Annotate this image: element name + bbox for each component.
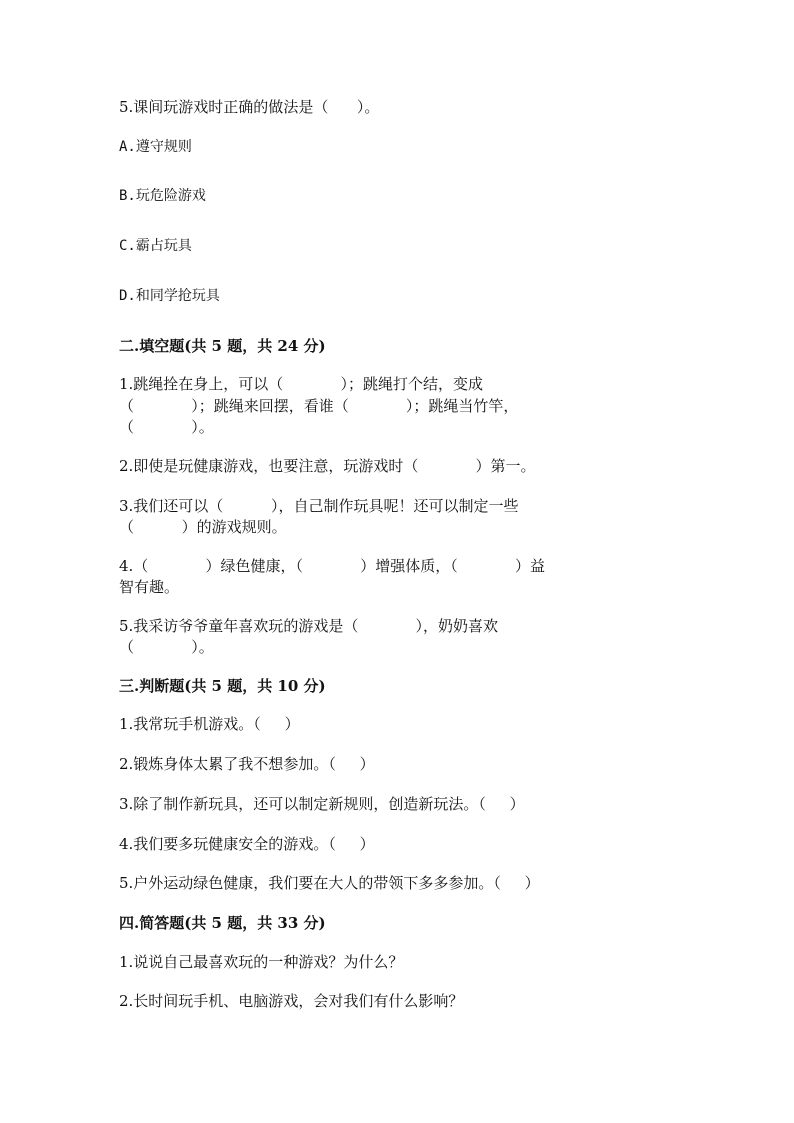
- question-5-option-c: C.霸占玩具: [119, 238, 192, 254]
- fill-question-2: 2.即使是玩健康游戏，也要注意，玩游戏时（ ）第一。: [119, 457, 536, 475]
- judge-question-4: 4.我们要多玩健康安全的游戏。（ ）: [119, 835, 375, 853]
- fill-question-4-line-2: 智有趣。: [119, 578, 180, 596]
- fill-question-1-line-3: （ ）。: [119, 418, 214, 436]
- short-question-1: 1.说说自己最喜欢玩的一种游戏？为什么？: [119, 953, 404, 971]
- fill-question-5-line-2: （ ）。: [119, 638, 214, 656]
- judge-question-2: 2.锻炼身体太累了我不想参加。（ ）: [119, 755, 375, 773]
- fill-question-5-line-1: 5.我采访爷爷童年喜欢玩的游戏是（ ），奶奶喜欢: [119, 617, 499, 635]
- fill-section-heading: 二.填空题(共 5 题，共 24 分): [119, 337, 326, 355]
- fill-question-4-line-1: 4.（ ）绿色健康，（ ）增强体质，（ ）益: [119, 557, 545, 575]
- fill-question-3-line-1: 3.我们还可以（ ），自己制作玩具呢！还可以制定一些: [119, 497, 519, 515]
- question-5-stem: 5.课间玩游戏时正确的做法是（ ）。: [119, 98, 380, 116]
- question-5-option-a: A.遵守规则: [119, 139, 192, 155]
- judge-question-1: 1.我常玩手机游戏。（ ）: [119, 715, 300, 733]
- judge-section-heading: 三.判断题(共 5 题，共 10 分): [119, 677, 326, 695]
- fill-question-1-line-1: 1.跳绳拴在身上，可以（ ）；跳绳打个结，变成: [119, 375, 484, 393]
- fill-question-3-line-2: （ ）的游戏规则。: [119, 518, 287, 536]
- short-question-2: 2.长时间玩手机、电脑游戏，会对我们有什么影响？: [119, 992, 464, 1010]
- judge-question-3: 3.除了制作新玩具，还可以制定新规则，创造新玩法。（ ）: [119, 795, 525, 813]
- fill-question-1-line-2: （ ）；跳绳来回摆，看谁（ ）；跳绳当竹竿，: [119, 397, 519, 415]
- question-5-option-b: B.玩危险游戏: [119, 188, 206, 204]
- short-section-heading: 四.简答题(共 5 题，共 33 分): [119, 914, 326, 932]
- judge-question-5: 5.户外运动绿色健康，我们要在大人的带领下多多参加。（ ）: [119, 874, 540, 892]
- question-5-option-d: D.和同学抢玩具: [119, 288, 220, 304]
